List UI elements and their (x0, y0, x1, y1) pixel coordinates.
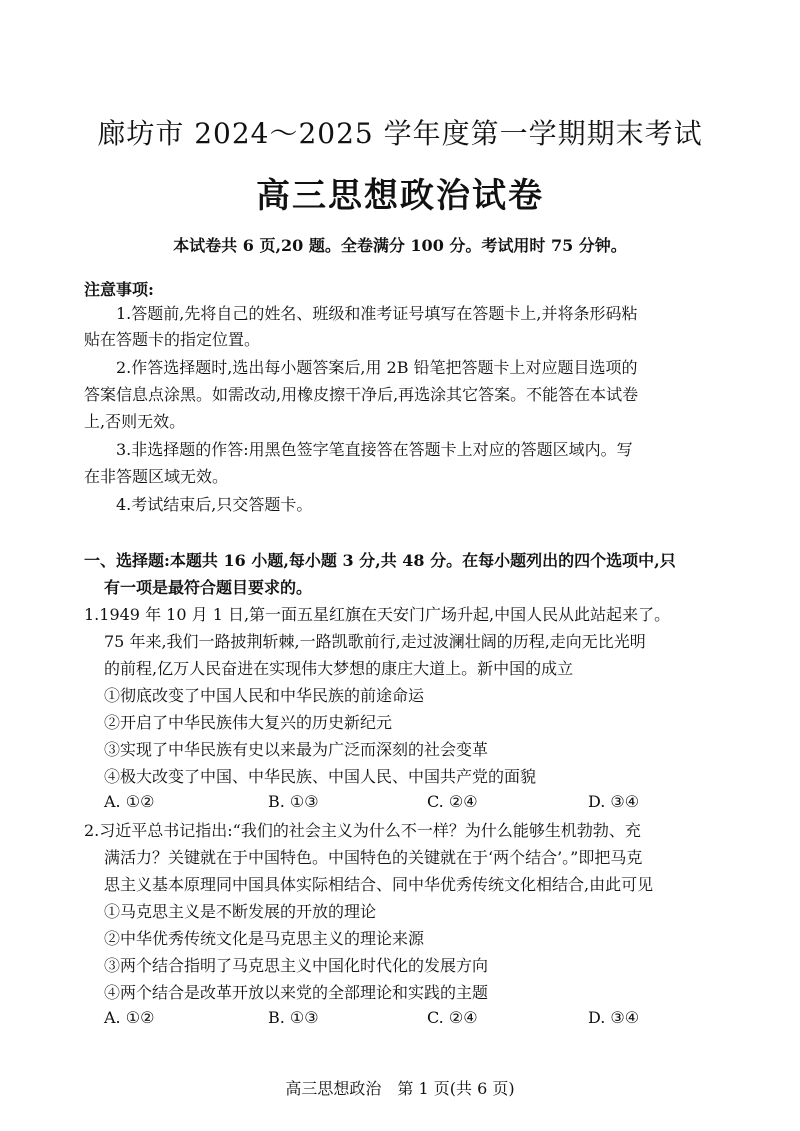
q2-statement-4: ④两个结合是改革开放以来党的全部理论和实践的主题 (104, 983, 489, 1002)
q1-stem-line-3: 的前程,亿万人民奋进在实现伟大梦想的康庄大道上。新中国的成立 (104, 659, 574, 678)
q2-stem-line-3: 思主义基本原理同中国具体实际相结合、同中华优秀传统文化相结合,由此可见 (104, 875, 654, 894)
note-2-line-3: 上,否则无效。 (84, 412, 186, 431)
q2-option-b: B. ①③ (268, 1008, 319, 1027)
q1-option-d: D. ③④ (588, 792, 640, 811)
q1-statement-4: ④极大改变了中国、中华民族、中国人民、中国共产党的面貌 (104, 767, 537, 786)
q1-stem-line-2: 75 年来,我们一路披荆斩棘,一路凯歌前行,走过波澜壮阔的历程,走向无比光明 (104, 632, 646, 651)
section-1-heading-line-2: 有一项是最符合题目要求的。 (104, 578, 313, 597)
subject-title: 高三思想政治试卷 (256, 176, 544, 216)
q1-statement-2: ②开启了中华民族伟大复兴的历史新纪元 (104, 713, 393, 732)
note-3-line-1: 3.非选择题的作答:用黑色签字笔直接答在答题卡上对应的答题区域内。写 (116, 440, 633, 459)
notes-title: 注意事项: (84, 280, 154, 299)
note-3-line-2: 在非答题区域无效。 (84, 467, 229, 486)
q1-stem-line-1: 1.1949 年 10 月 1 日,第一面五星红旗在天安门广场升起,中国人民从此站起来了。 (84, 605, 671, 624)
q1-statement-1: ①彻底改变了中国人民和中华民族的前途命运 (104, 686, 425, 705)
q2-stem-line-1: 2.习近平总书记指出:“我们的社会主义为什么不一样？为什么能够生机勃勃、充 (84, 821, 641, 840)
q2-stem-line-2: 满活力？关键就在于中国特色。中国特色的关键就在于‘两个结合’。”即把马克 (104, 848, 643, 867)
exam-info: 本试卷共 6 页,20 题。全卷满分 100 分。考试用时 75 分钟。 (173, 236, 627, 255)
q2-statement-3: ③两个结合指明了马克思主义中国化时代化的发展方向 (104, 956, 489, 975)
q2-option-a: A. ①② (104, 1008, 155, 1027)
q2-statement-2: ②中华优秀传统文化是马克思主义的理论来源 (104, 929, 425, 948)
note-2-line-1: 2.作答选择题时,选出每小题答案后,用 2B 铅笔把答题卡上对应题目选项的 (116, 358, 638, 377)
page-footer: 高三思想政治 第 1 页(共 6 页) (285, 1079, 515, 1098)
note-4: 4.考试结束后,只交答题卡。 (116, 495, 313, 514)
q2-statement-1: ①马克思主义是不断发展的开放的理论 (104, 902, 377, 921)
section-1-heading-line-1: 一、选择题:本题共 16 小题,每小题 3 分,共 48 分。在每小题列出的四个选项中,只 (84, 551, 676, 570)
q1-option-c: C. ②④ (427, 792, 478, 811)
note-2-line-2: 答案信息点涂黑。如需改动,用橡皮擦干净后,再选涂其它答案。不能答在本试卷 (84, 385, 639, 404)
note-1-line-2: 贴在答题卡的指定位置。 (84, 330, 261, 349)
exam-title: 廊坊市 2024～2025 学年度第一学期期末考试 (97, 117, 703, 150)
q1-option-b: B. ①③ (268, 792, 319, 811)
q1-option-a: A. ①② (104, 792, 155, 811)
note-1-line-1: 1.答题前,先将自己的姓名、班级和准考证号填写在答题卡上,并将条形码粘 (116, 304, 638, 323)
q2-option-d: D. ③④ (588, 1008, 640, 1027)
q1-statement-3: ③实现了中华民族有史以来最为广泛而深刻的社会变革 (104, 740, 489, 759)
q2-option-c: C. ②④ (427, 1008, 478, 1027)
